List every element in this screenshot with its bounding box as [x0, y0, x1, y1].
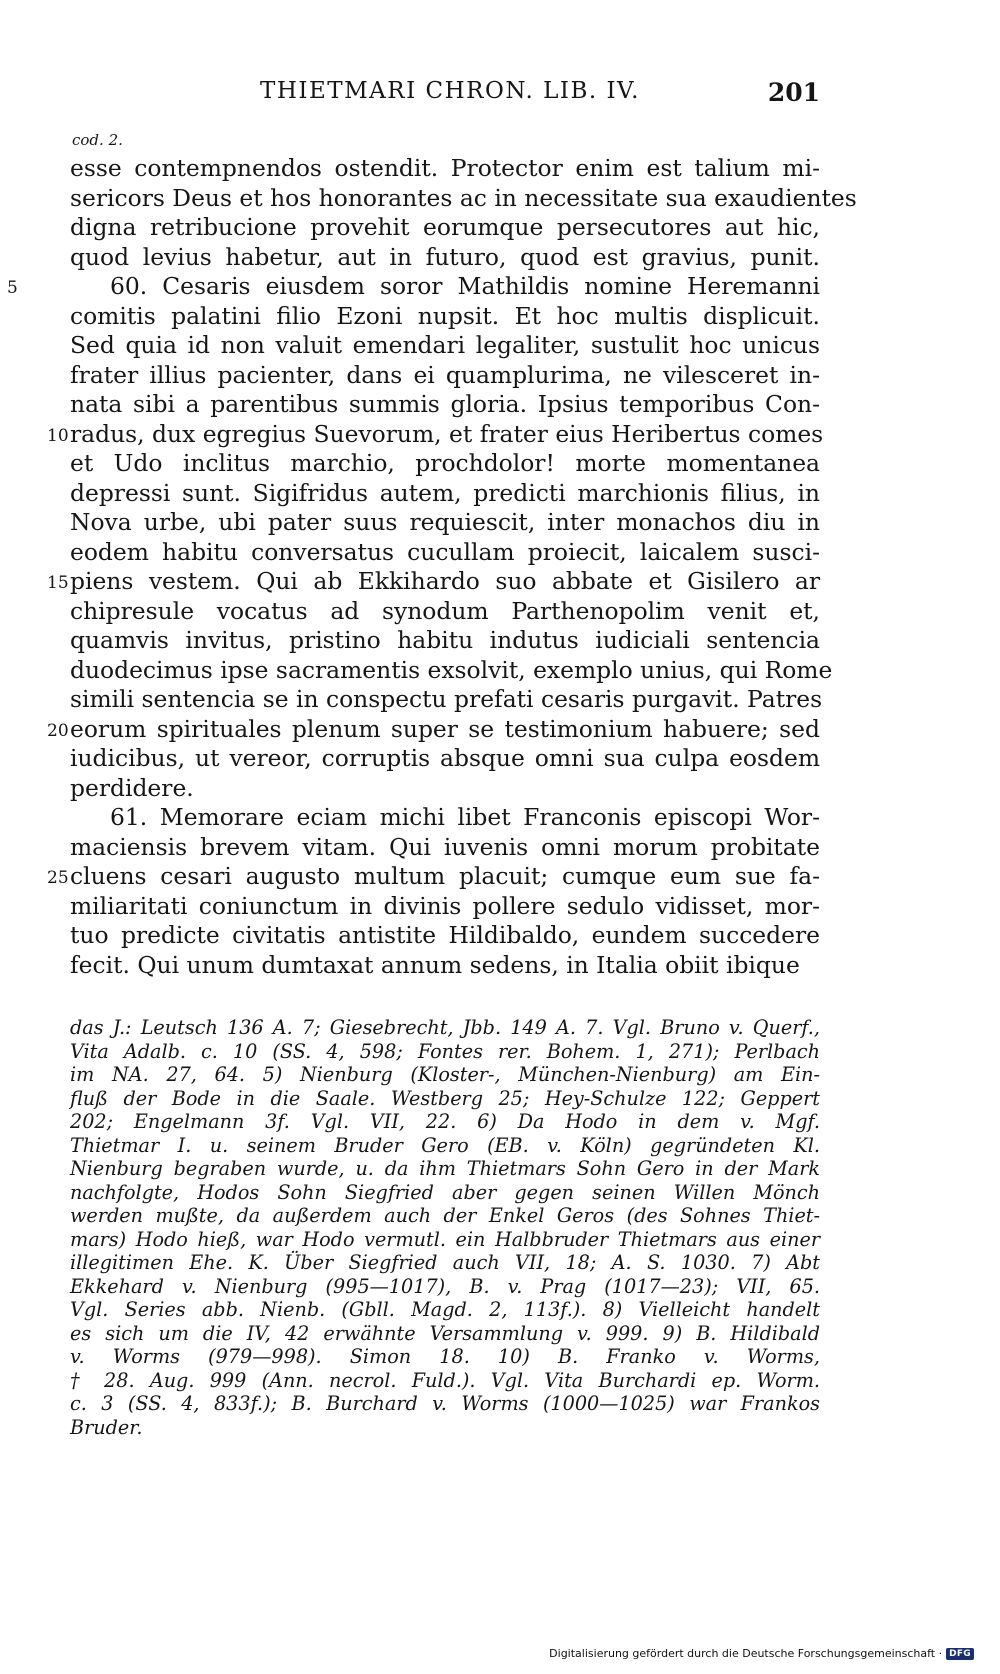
credit-text: Digitalisierung gefördert durch die Deutsche Forschungsgemeinschaft · [549, 1647, 943, 1660]
text-line [70, 597, 820, 627]
text-line [70, 449, 820, 479]
main-text-block [7, 154, 857, 980]
text-line [70, 774, 820, 804]
footnote-line: Nienburg begraben wurde, u. da ihm Thietmars Sohn Gero in der Mark [70, 1157, 820, 1180]
line-text: 60. Cesaris eiusdem soror Mathildis nomine Heremanni [110, 272, 820, 300]
footnote-line: Vita Adalb. c. 10 (SS. 4, 598; Fontes rer. Bohem. 1, 271); Perlbach [70, 1039, 820, 1063]
text-line [47, 862, 820, 892]
line-text: iudicibus, ut vereor, corruptis absque omni sua culpa eosdem [70, 744, 820, 772]
line-text: simili sentencia se in conspectu prefati cesaris purgavit. Patres [70, 685, 823, 713]
line-text: perdidere. [70, 773, 194, 802]
line-number: 10 [47, 425, 69, 446]
text-line [70, 626, 820, 656]
text-line [70, 803, 820, 833]
footnote-line: 202; Engelmann 3f. Vgl. VII, 22. 6) Da Hodo in dem v. Mgf. [70, 1110, 820, 1133]
line-text: fecit. Qui unum dumtaxat annum sedens, in Italia obiit ibique [70, 950, 800, 979]
footnote-line: Bruder. [70, 1415, 143, 1439]
line-text: Nova urbe, ubi pater suus requiescit, inter monachos diu in [70, 508, 820, 536]
footnote-line: nachfolgte, Hodos Sohn Siegfried aber gegen seinen Willen Mönch [70, 1180, 820, 1204]
footnotes-block [70, 1016, 820, 1439]
text-line [70, 390, 820, 420]
line-text: miliaritati coniunctum in divinis pollere sedulo vidisset, mor- [70, 891, 820, 920]
text-line [47, 567, 820, 597]
text-line [70, 243, 820, 273]
text-line [70, 951, 820, 981]
footnote-line: mars) Hodo hieß, war Hodo vermutl. ein Halbbruder Thietmars aus einer [70, 1227, 820, 1251]
footnote-line: es sich um die IV, 42 erwähnte Versammlung v. 999. 9) B. Hildibald [70, 1321, 820, 1345]
footnote-line: Thietmar I. u. seinem Bruder Gero (EB. v. Köln) gegründeten Kl. [70, 1133, 820, 1157]
page-header [70, 78, 820, 118]
text-line [47, 714, 820, 745]
line-text: eorum spirituales plenum super se testimonium habuere; sed [70, 714, 820, 743]
marginal-note: cod. 2. [72, 131, 123, 149]
text-line [70, 892, 820, 922]
line-number: 25 [47, 868, 69, 888]
text-line [47, 419, 824, 450]
text-line [70, 302, 820, 332]
text-line [70, 833, 820, 863]
line-text: cluens cesari augusto multum placuit; cumque eum sue fa- [70, 862, 820, 890]
text-line [70, 154, 820, 184]
text-line [70, 655, 833, 686]
line-text: radus, dux egregius Suevorum, et frater eius Heribertus comes [70, 419, 824, 448]
line-number: 20 [47, 720, 69, 741]
line-text: maciensis brevem vitam. Qui iuvenis omni morum probitate [70, 832, 820, 861]
line-text: comitis palatini filio Ezoni nupsit. Et hoc multis displicuit. [70, 301, 820, 330]
running-title: THIETMARI CHRON. LIB. IV. [260, 78, 640, 104]
line-text: tuo predicte civitatis antistite Hildibaldo, eundem succedere [70, 921, 820, 949]
text-line [70, 361, 820, 391]
line-text: digna retribucione provehit eorumque persecutores aut hic, [70, 213, 820, 241]
line-text: frater illius pacienter, dans ei quamplurima, ne vilesceret in- [70, 360, 820, 389]
text-line [70, 213, 820, 243]
page-number: 201 [767, 78, 820, 107]
footnote-line: das J.: Leutsch 136 A. 7; Giesebrecht, Jbb. 149 A. 7. Vgl. Bruno v. Querf., [70, 1016, 820, 1039]
line-text: nata sibi a parentibus summis gloria. Ipsius temporibus Con- [70, 390, 820, 418]
line-number: 15 [47, 573, 69, 593]
footnote-line: v. Worms (979—998). Simon 18. 10) B. Franko v. Worms, [70, 1345, 820, 1368]
footnote-line: im NA. 27, 64. 5) Nienburg (Kloster-, München-Nienburg) am Ein- [70, 1063, 820, 1086]
text-line [70, 685, 823, 715]
line-text: 61. Memorare eciam michi libet Franconis episcopi Wor- [110, 803, 820, 831]
text-line [70, 508, 820, 538]
digitization-credit [549, 1647, 974, 1660]
line-text: et Udo inclitus marchio, prochdolor! morte momentanea [70, 449, 820, 477]
text-line [70, 479, 820, 509]
line-text: depressi sunt. Sigifridus autem, predicti marchionis filius, in [70, 478, 820, 507]
footnote-line: fluß der Bode in die Saale. Westberg 25; Hey-Schulze 122; Geppert [70, 1086, 820, 1110]
text-line [70, 921, 820, 951]
line-text: eodem habitu conversatus cucullam proiecit, laicalem susci- [70, 537, 820, 566]
footnote-line: Vgl. Series abb. Nienb. (Gbll. Magd. 2, 113f.). 8) Vielleicht handelt [70, 1298, 820, 1321]
line-text: Sed quia id non valuit emendari legaliter, sustulit hoc unicus [70, 331, 820, 359]
line-number: 5 [7, 278, 18, 298]
footnote-line: c. 3 (SS. 4, 833f.); B. Burchard v. Worms (1000—1025) war Frankos [70, 1392, 820, 1415]
line-text: piens vestem. Qui ab Ekkihardo suo abbate et Gisilero ar [70, 567, 820, 595]
text-line [70, 538, 820, 568]
line-text: quod levius habetur, aut in futuro, quod est gravius, punit. [70, 242, 820, 271]
text-line [7, 272, 820, 302]
footnote-line: werden mußte, da außerdem auch der Enkel Geros (des Sohnes Thiet- [70, 1204, 820, 1227]
footnote-line: † 28. Aug. 999 (Ann. necrol. Fuld.). Vgl. Vita Burchardi ep. Worm. [70, 1368, 820, 1392]
line-text: duodecimus ipse sacramentis exsolvit, exemplo unius, qui Rome [70, 655, 833, 684]
line-text: sericors Deus et hos honorantes ac in necessitate sua exaudientes [70, 183, 857, 212]
line-text: quamvis invitus, pristino habitu indutus iudiciali sentencia [70, 626, 820, 654]
text-line [70, 744, 820, 774]
text-line [70, 183, 857, 214]
line-text: esse contempnendos ostendit. Protector enim est talium mi- [70, 154, 820, 182]
footnote-line: illegitimen Ehe. K. Über Siegfried auch VII, 18; A. S. 1030. 7) Abt [70, 1251, 820, 1274]
dfg-logo: DFG [946, 1648, 974, 1660]
footnote-line: Ekkehard v. Nienburg (995—1017), B. v. Prag (1017—23); VII, 65. [70, 1274, 820, 1298]
line-text: chipresule vocatus ad synodum Parthenopolim venit et, [70, 596, 820, 625]
text-line [70, 331, 820, 361]
